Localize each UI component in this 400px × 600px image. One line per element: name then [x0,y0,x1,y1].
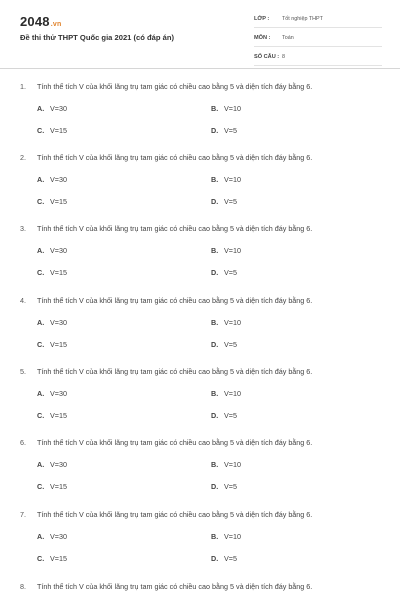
option-b[interactable] [211,104,241,113]
option-a[interactable] [37,460,67,469]
option-text: V=10 [224,318,241,327]
option-d[interactable] [211,554,237,563]
option-text: V=15 [50,197,67,206]
option-d[interactable] [211,268,237,277]
option-letter: C. [37,340,45,349]
option-letter: D. [211,126,219,135]
option-letter: A. [37,532,45,541]
option-text: V=10 [224,389,241,398]
option-letter: D. [211,554,219,563]
option-b[interactable] [211,389,241,398]
meta-subject-value: Toán [282,35,294,41]
question-text: Tính thể tích V của khối lăng trụ tam giác có chiều cao bằng 5 và diện tích đáy bằng 6. [37,82,313,91]
question-stem [20,296,312,305]
option-a[interactable] [37,246,67,255]
exam-header [0,0,400,69]
question-stem [20,438,312,447]
option-b[interactable] [211,460,241,469]
option-a[interactable] [37,318,67,327]
option-text: V=15 [50,554,67,563]
option-text: V=5 [224,411,237,420]
option-letter: A. [37,246,45,255]
option-letter: B. [211,246,219,255]
option-text: V=5 [224,268,237,277]
option-b[interactable] [211,246,241,255]
logo-name: 2048 [20,14,50,29]
option-letter: B. [211,318,219,327]
question-text: Tính thể tích V của khối lăng trụ tam giác có chiều cao bằng 5 và diện tích đáy bằng 6. [37,367,313,376]
option-letter: A. [37,460,45,469]
option-d[interactable] [211,197,237,206]
option-text: V=10 [224,175,241,184]
option-d[interactable] [211,482,237,491]
question-text: Tính thể tích V của khối lăng trụ tam giác có chiều cao bằng 5 và diện tích đáy bằng 6. [37,582,313,591]
question-number: 3. [20,224,26,233]
option-b[interactable] [211,175,241,184]
option-letter: A. [37,318,45,327]
question-number: 6. [20,438,26,447]
option-letter: B. [211,460,219,469]
option-letter: D. [211,340,219,349]
option-text: V=30 [50,175,67,184]
option-text: V=15 [50,268,67,277]
meta-class-value: Tốt nghiệp THPT [282,16,323,22]
meta-class-row [254,14,382,28]
document-title: Đề thi thử THPT Quốc gia 2021 (có đáp án) [20,33,175,42]
meta-count-value: 8 [282,54,285,60]
option-b[interactable] [211,532,241,541]
option-letter: C. [37,482,45,491]
option-c[interactable] [37,126,67,135]
option-text: V=30 [50,104,67,113]
option-text: V=30 [50,318,67,327]
option-c[interactable] [37,197,67,206]
meta-count-label: SỐ CÂU : [254,54,280,60]
option-text: V=5 [224,482,237,491]
meta-class-label: LỚP : [254,16,270,22]
meta-count-row [254,52,382,66]
option-text: V=10 [224,246,241,255]
option-d[interactable] [211,340,237,349]
question-number: 8. [20,582,26,591]
option-letter: C. [37,268,45,277]
question-stem [20,367,312,376]
option-a[interactable] [37,175,67,184]
option-letter: A. [37,104,45,113]
option-text: V=30 [50,460,67,469]
option-b[interactable] [211,318,241,327]
question-text: Tính thể tích V của khối lăng trụ tam giác có chiều cao bằng 5 và diện tích đáy bằng 6. [37,153,313,162]
option-text: V=30 [50,389,67,398]
meta-subject-row [254,33,382,47]
question-number: 4. [20,296,26,305]
meta-subject-label: MÔN : [254,35,271,41]
option-d[interactable] [211,126,237,135]
question-stem [20,82,312,91]
question-stem [20,153,312,162]
exam-meta [254,14,382,71]
site-logo[interactable] [20,14,61,29]
question-text: Tính thể tích V của khối lăng trụ tam giác có chiều cao bằng 5 và diện tích đáy bằng 6. [37,438,313,447]
question-stem [20,510,312,519]
option-letter: A. [37,175,45,184]
option-a[interactable] [37,532,67,541]
option-d[interactable] [211,411,237,420]
option-text: V=30 [50,532,67,541]
option-text: V=15 [50,126,67,135]
option-letter: C. [37,197,45,206]
option-letter: D. [211,482,219,491]
option-letter: D. [211,197,219,206]
option-text: V=10 [224,460,241,469]
option-letter: B. [211,389,219,398]
option-text: V=15 [50,411,67,420]
option-letter: D. [211,411,219,420]
question-number: 5. [20,367,26,376]
question-stem [20,224,312,233]
question-text: Tính thể tích V của khối lăng trụ tam giác có chiều cao bằng 5 và diện tích đáy bằng 6. [37,296,313,305]
option-a[interactable] [37,389,67,398]
option-letter: C. [37,411,45,420]
option-text: V=5 [224,340,237,349]
option-text: V=10 [224,104,241,113]
logo-tld: .vn [50,21,62,28]
option-letter: C. [37,554,45,563]
option-c[interactable] [37,411,67,420]
question-text: Tính thể tích V của khối lăng trụ tam giác có chiều cao bằng 5 và diện tích đáy bằng 6. [37,510,313,519]
question-stem [20,582,312,591]
option-text: V=15 [50,482,67,491]
question-number: 1. [20,82,26,91]
option-text: V=5 [224,554,237,563]
option-letter: D. [211,268,219,277]
option-text: V=15 [50,340,67,349]
option-c[interactable] [37,482,67,491]
question-number: 7. [20,510,26,519]
option-letter: B. [211,532,219,541]
option-text: V=10 [224,532,241,541]
question-number: 2. [20,153,26,162]
option-letter: B. [211,175,219,184]
option-c[interactable] [37,340,67,349]
option-letter: B. [211,104,219,113]
option-text: V=5 [224,197,237,206]
option-c[interactable] [37,268,67,277]
option-a[interactable] [37,104,67,113]
option-letter: A. [37,389,45,398]
option-letter: C. [37,126,45,135]
option-text: V=30 [50,246,67,255]
option-text: V=5 [224,126,237,135]
question-text: Tính thể tích V của khối lăng trụ tam giác có chiều cao bằng 5 và diện tích đáy bằng 6. [37,224,313,233]
option-c[interactable] [37,554,67,563]
